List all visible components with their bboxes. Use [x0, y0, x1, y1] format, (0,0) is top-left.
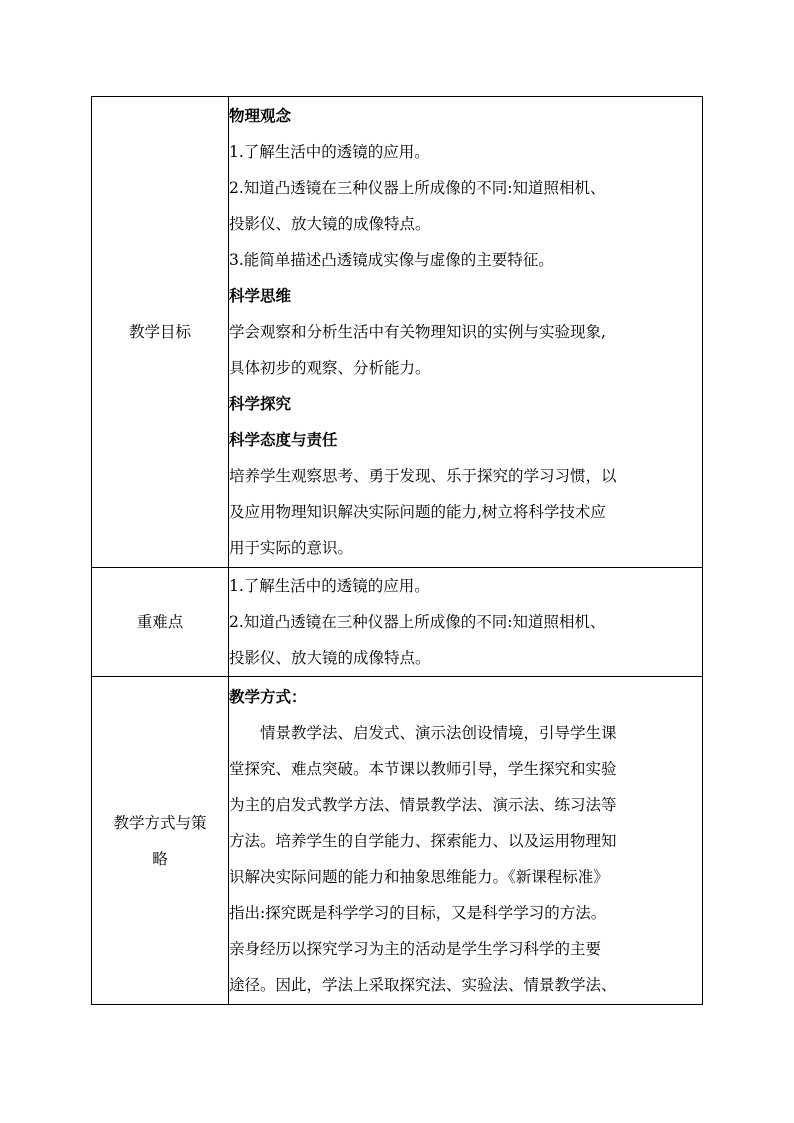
- row-content-key-difficulties: [229, 568, 703, 677]
- table-row-objectives: [92, 97, 703, 568]
- content-line: 方法。培养学生的自学能力、探索能力、以及运用物理知: [229, 831, 617, 850]
- content-line: 途径。因此，学法上采取探究法、实验法、情景教学法、: [229, 975, 617, 994]
- content-line: 及应用物理知识解决实际问题的能力,树立将科学技术应: [229, 503, 606, 521]
- table-row-key-difficulties: [92, 568, 703, 677]
- content-line: 2.知道凸透镜在三种仪器上所成像的不同:知道照相机、: [229, 613, 606, 631]
- content-line: 情景教学法、启发式、演示法创设情境，引导学生课: [260, 723, 617, 742]
- content-line: 2.知道凸透镜在三种仪器上所成像的不同:知道照相机、: [229, 179, 606, 197]
- content-line: 识解决实际问题的能力和抽象思维能力。《新课程标准》: [229, 867, 609, 886]
- content-line: 用于实际的意识。: [229, 539, 354, 557]
- row-label-key-difficulties: 重难点: [92, 568, 229, 677]
- row-label-methods: [92, 677, 229, 1005]
- heading-physics-concept: 物理观念: [229, 106, 292, 125]
- content-line: 亲身经历以探究学习为主的活动是学生学习科学的主要: [229, 939, 602, 958]
- content-line: 具体初步的观察、分析能力。: [229, 359, 431, 377]
- table-row-methods: [92, 677, 703, 1005]
- row-content-objectives: [229, 97, 703, 568]
- content-line: 指出:探究既是科学学习的目标，又是科学学习的方法。: [229, 903, 607, 922]
- content-line: 1.了解生活中的透镜的应用。: [229, 143, 430, 161]
- content-line: 3.能简单描述凸透镜成实像与虚像的主要特征。: [229, 251, 554, 269]
- content-line: 培养学生观察思考、勇于发现、乐于探究的学习习惯，以: [229, 467, 617, 485]
- content-line: 投影仪、放大镜的成像特点。: [229, 649, 431, 667]
- heading-scientific-thinking: 科学思维: [229, 286, 292, 305]
- content-line: 学会观察和分析生活中有关物理知识的实例与实验现象,: [229, 323, 606, 341]
- content-line: 堂探究、难点突破。本节课以教师引导，学生探究和实验: [229, 759, 617, 778]
- content-line: 为主的启发式教学方法、情景教学法、演示法、练习法等: [229, 795, 617, 814]
- heading-teaching-method: 教学方式：: [229, 686, 307, 706]
- heading-attitude-responsibility: 科学态度与责任: [229, 430, 338, 449]
- row-content-methods: [229, 677, 703, 1005]
- content-line: 1.了解生活中的透镜的应用。: [229, 577, 430, 595]
- row-label-objectives: 教学目标: [92, 97, 229, 568]
- label-line: 教学方式与策: [113, 813, 207, 832]
- lesson-plan-table: [91, 96, 703, 1005]
- content-line: 投影仪、放大镜的成像特点。: [229, 215, 431, 233]
- label-line: 略: [152, 849, 168, 868]
- heading-scientific-inquiry: 科学探究: [229, 394, 292, 413]
